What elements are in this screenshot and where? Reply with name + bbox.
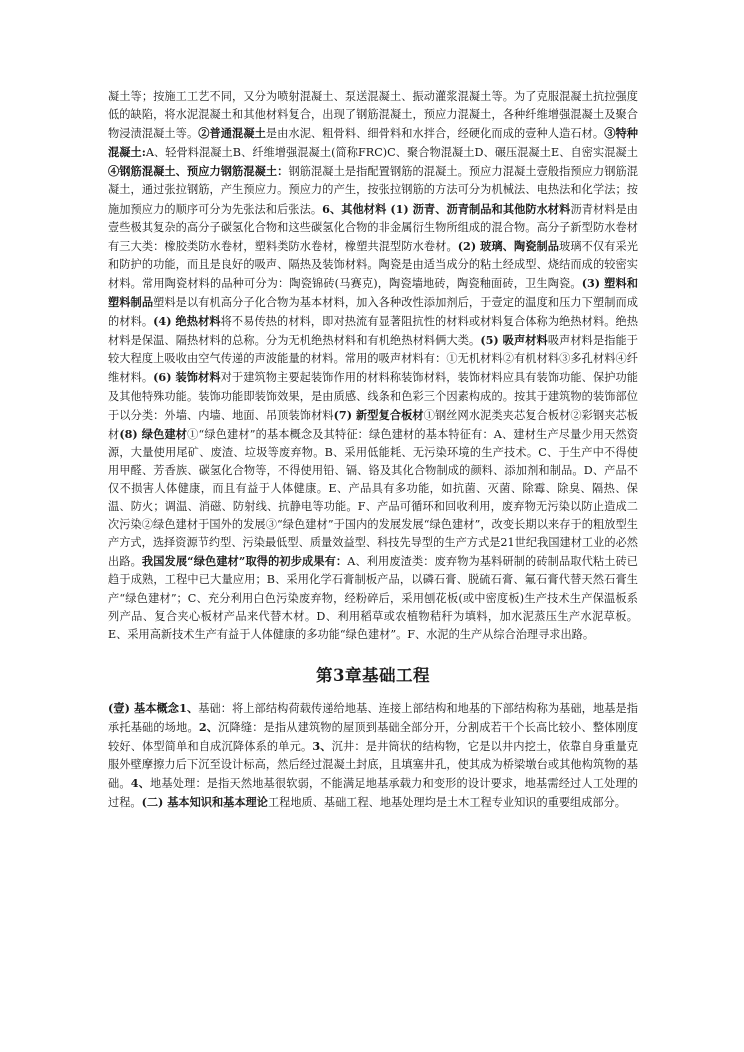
item-number-1: 1、 — [179, 700, 199, 715]
decorative-text: 对于建筑物主要起装饰作用的材料称装饰材料，装饰材料应具有装饰功能、保护功能及其他特殊功能。装饰功能即装饰效果，是由质感、线条和色彩三个因素构成的。按其于建筑物的装饰部位于以分类：外墙、内墙、地面、吊顶装饰材料 — [108, 371, 638, 422]
glass-ceramics-text: 玻璃不仅有采光和防护的功能，而且是良好的吸声、隔热及装饰材料。陶瓷是由适当成分的粘土经成型、烧结而成的较密实材料。常用陶瓷材料的品种可分为：陶瓷锦砖(马赛克)，陶瓷墙地砖，陶瓷釉面砖，卫生陶瓷。 — [108, 239, 638, 290]
ordinary-concrete-text: 是由水泥、粗骨料、细骨料和水拌合，经硬化而成的壹种人造石材。 — [265, 127, 605, 141]
document-page — [108, 88, 638, 812]
chapter-title: 第3章基础工程 — [316, 665, 430, 685]
heading-green-results: 我国发展“绿色建材”取得的初步成果有： — [141, 554, 348, 569]
foundation-definition: 基础：将上部结构荷载传递给地基、连接上部结构和地基的下部结构称为基础，地基是指承托基础的场地。 — [108, 701, 638, 734]
settlement-joint-definition: 沉降缝：是指从建筑物的屋顶到基础全部分开，分割成若干个长高比较小、整体刚度较好、体型简单和自成沉降体系的单元。 — [108, 720, 638, 753]
heading-special-concrete: ③特种混凝土: — [108, 126, 638, 160]
heading-acoustic: (5) 吸声材料 — [480, 333, 548, 348]
plastics-text: 塑料是以有机高分子化合物为基本材料，加入各种改性添加剂后，于壹定的温度和压力下塑制而成的材料。 — [108, 296, 638, 329]
insulation-text: 将不易传热的材料，即对热流有显著阻抗性的材料或材料复合体称为绝热材料。绝热材料是保温、隔热材料的总称。分为无机绝热材料和有机绝热材料俩大类。 — [108, 315, 638, 348]
basic-knowledge-text: 工程地质、基础工程、地基处理均是土木工程专业知识的重要组成部分。 — [267, 796, 626, 810]
acoustic-text: 吸声材料是指能于较大程度上吸收由空气传递的声波能量的材料。常用的吸声材料有：①无机材料②有机材料③多孔材料④纤维材料。 — [108, 334, 638, 385]
green-results-text: A、利用废渣类：废弃物为基料研制的砖制品取代粘土砖已趋于成熟，工程中已大量应用；B、采用化学石膏制板产品，以磷石膏、脱硫石膏、氟石膏代替天然石膏生产“绿色建材”；C、充分利用白色污染废弃物，经粉碎后，采用刨花板(或中密度板)生产技术生产保温板系列产品、复合夹心板材产品来代替木材。D、利用稻草或农植物秸秆为填料，加水泥蒸压生产水泥草板。E、采用高新技术生产有益于人体健康的多功能“绿色建材”。F、水泥的生产从综合治理寻求出路。 — [108, 555, 638, 641]
heading-composite-board: (7) 新型复合板材 — [333, 407, 424, 422]
green-materials-text: ①“绿色建材”的基本概念及其特征：绿色建材的基本特征有：A、建材生产尽量少用天然资源，大量使用尾矿、废渣、垃圾等废弃物。B、采用低能耗、无污染环境的生产技术。C、于生产中不得使用甲醛、芳香族、碳氢化合物等，不得使用铅、镉、铬及其化合物制成的颜料、添加剂和制品。D、产品不仅不损害人体健康，而且有益于人体健康。E、产品具有多功能，如抗菌、灭菌、除霉、除臭、隔热、保温、防火；调温、消磁、防射线、抗静电等功能。F、产品可循环和回收利用，废弃物无污染以防止造成二次污染②绿色建材于国外的发展③“绿色建材”于国内的发展发展“绿色建材”，改变长期以来存于的粗放型生产方式，选择资源节约型、污染最低型、质量效益型、科技先导型的生产方式是21世纪我国建材工业的必然出路。 — [108, 427, 638, 569]
asphalt-text: 沥青材料是由壹些极其复杂的高分子碳氢化合物和这些碳氢化合物的非金属衍生物所组成的混合物。高分子新型防水卷材有三大类：橡胶类防水卷材，塑料类防水卷材，橡塑共混型防水卷材。 — [108, 202, 638, 253]
materials-paragraph — [108, 88, 638, 644]
heading-asphalt: 6、其他材料 (1) 沥青、沥青制品和其他防水材料 — [322, 201, 571, 216]
heading-glass-ceramics: (2) 玻璃、陶瓷制品 — [457, 238, 560, 253]
composite-board-text: ①钢丝网水泥类夹芯复合板材②彩钢夹芯板材 — [108, 408, 638, 441]
reinforced-concrete-text: 钢筋混凝土是指配置钢筋的混凝土。预应力混凝土壹般指预应力钢筋混凝土，通过张拉钢筋，产生预应力。预应力的产生，按张拉钢筋的方法可分为机械法、电热法和化学法；按施加预应力的顺序可分为先张法和后张法。 — [108, 165, 638, 216]
special-concrete-text: A、轻骨料混凝土B、纤维增强混凝土(简称FRC)C、聚合物混凝土D、碾压混凝土E、自密实混凝土 — [145, 146, 638, 160]
heading-plastics: (3) 塑料和塑料制品 — [108, 275, 638, 310]
foundation-paragraph — [108, 699, 638, 813]
item-number-3: 3、 — [312, 739, 332, 753]
item-number-4: 4、 — [130, 776, 151, 791]
ground-treatment-definition: 地基处理：是指天然地基很软弱，不能满足地基承载力和变形的设计要求，地基需经过人工处理的过程。 — [108, 777, 638, 810]
heading-insulation: (4) 绝热材料 — [153, 314, 221, 329]
open-caisson-definition: 沉井：是井筒状的结构物，它是以井内挖土，依靠自身重量克服外壁摩擦力后下沉至设计标高，然后经过混凝土封底，且填塞井孔，使其成为桥梁墩台或其他构筑物的基础。 — [108, 740, 638, 791]
heading-ordinary-concrete: ②普通混凝土 — [198, 126, 266, 141]
heading-green-materials: (8) 绿色建材 — [119, 426, 188, 441]
heading-decorative: (6) 装饰材料 — [153, 370, 221, 385]
heading-basic-knowledge: (二) 基本知识和基本理论 — [141, 795, 268, 810]
heading-basic-concepts: (壹) 基本概念 — [108, 700, 180, 715]
heading-reinforced-concrete: ④钢筋混凝土、预应力钢筋混凝土： — [108, 164, 289, 179]
item-number-2: 2、 — [198, 719, 219, 734]
concrete-types-text: 凝土等；按施工工艺不同，又分为喷射混凝土、泵送混凝土、振动灌浆混凝土等。为了克服混凝土抗拉强度低的缺陷，将水泥混凝土和其他材料复合，出现了钢筋混凝土，预应力混凝土，各种纤维增强混凝土及聚合物浸渍混凝土等。 — [108, 90, 638, 141]
